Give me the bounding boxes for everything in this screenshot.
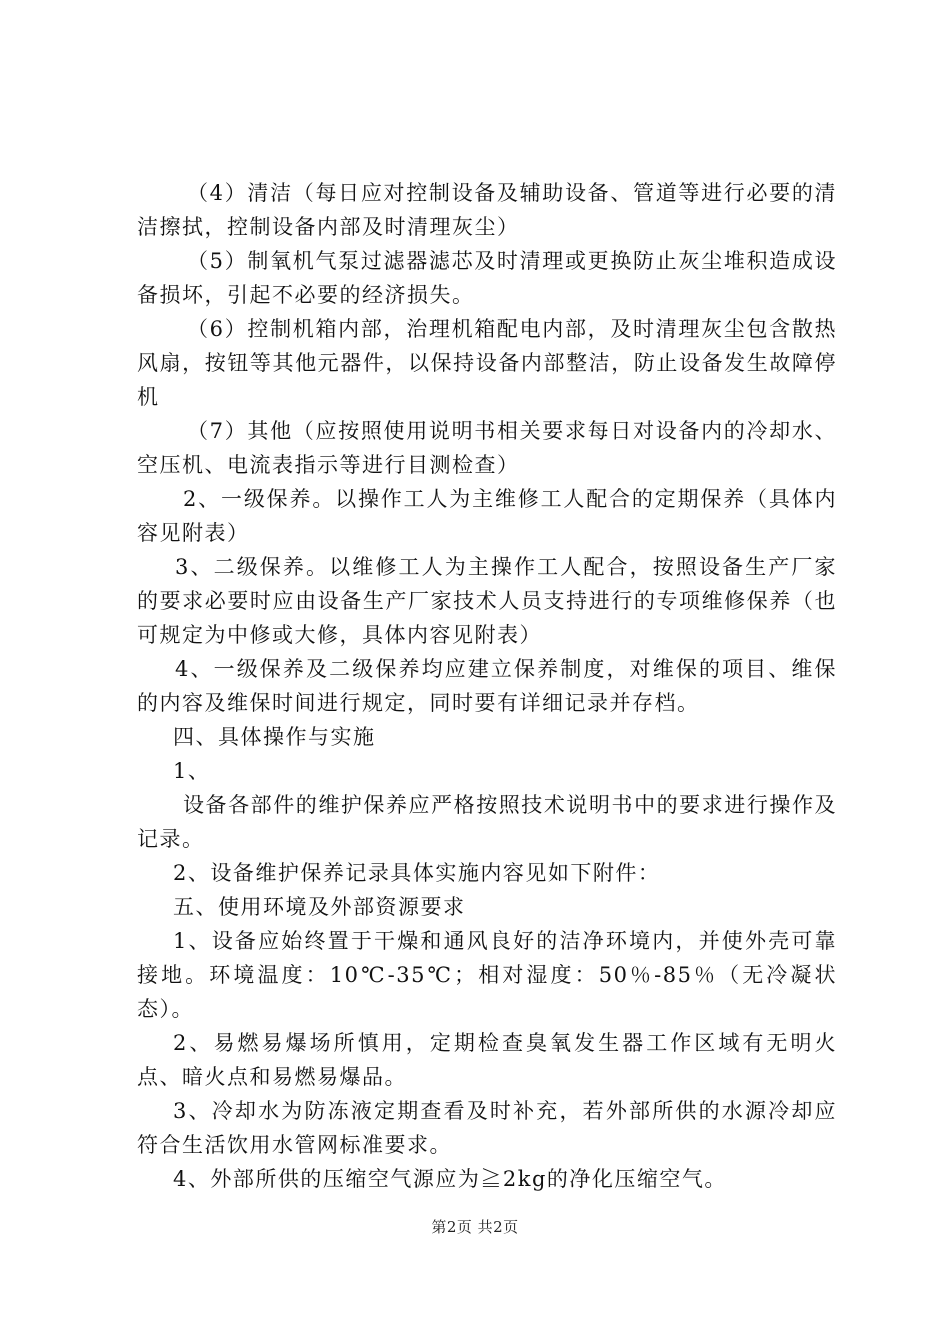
paragraph-item-two: 2、设备维护保养记录具体实施内容见如下附件： xyxy=(173,861,661,885)
paragraph-environment-three: 3、冷却水为防冻液定期查看及时补充，若外部所供的水源冷却应符合生活饮用水管网标准要求。 xyxy=(137,1099,837,1157)
section-heading-environment: 五、使用环境及外部资源要求 xyxy=(173,895,466,919)
paragraph-environment-two: 2、易燃易爆场所慎用，定期检查臭氧发生器工作区域有无明火点、暗火点和易燃易爆品。 xyxy=(137,1031,837,1089)
paragraph-item-one-number: 1、 xyxy=(173,759,211,783)
paragraph-cleaning: （4）清洁（每日应对控制设备及辅助设备、管道等进行必要的清洁擦拭，控制设备内部及时清理灰尘） xyxy=(137,181,837,239)
paragraph-filter: （5）制氧机气泵过滤器滤芯及时清理或更换防止灰尘堆积造成设备损坏，引起不必要的经济损失。 xyxy=(137,249,837,307)
paragraph-other: （7）其他（应按照使用说明书相关要求每日对设备内的冷却水、空压机、电流表指示等进行目测检查） xyxy=(137,419,837,477)
paragraph-control-box: （6）控制机箱内部，治理机箱配电内部，及时清理灰尘包含散热风扇，按钮等其他元器件，以保持设备内部整洁，防止设备发生故障停机 xyxy=(137,317,837,409)
document-body xyxy=(137,176,837,1196)
page-footer: 第2页 共2页 xyxy=(431,1218,519,1236)
section-heading-operation: 四、具体操作与实施 xyxy=(173,725,376,749)
paragraph-environment-four: 4、外部所供的压缩空气源应为≧2kg的净化压缩空气。 xyxy=(173,1167,727,1191)
paragraph-maintenance-system: 4、一级保养及二级保养均应建立保养制度，对维保的项目、维保的内容及维保时间进行规定，同时要有详细记录并存档。 xyxy=(137,657,837,715)
paragraph-item-one-text: 设备各部件的维护保养应严格按照技术说明书中的要求进行操作及记录。 xyxy=(137,793,837,851)
paragraph-environment-one: 1、设备应始终置于干燥和通风良好的洁净环境内，并使外壳可靠接地。环境温度：10℃-35℃；相对湿度：50％-85％（无冷凝状态）。 xyxy=(137,929,837,1021)
paragraph-level-one-maintenance: 2、一级保养。以操作工人为主维修工人配合的定期保养（具体内容见附表） xyxy=(137,487,837,545)
paragraph-level-two-maintenance: 3、二级保养。以维修工人为主操作工人配合，按照设备生产厂家的要求必要时应由设备生产厂家技术人员支持进行的专项维修保养（也可规定为中修或大修，具体内容见附表） xyxy=(137,555,837,647)
